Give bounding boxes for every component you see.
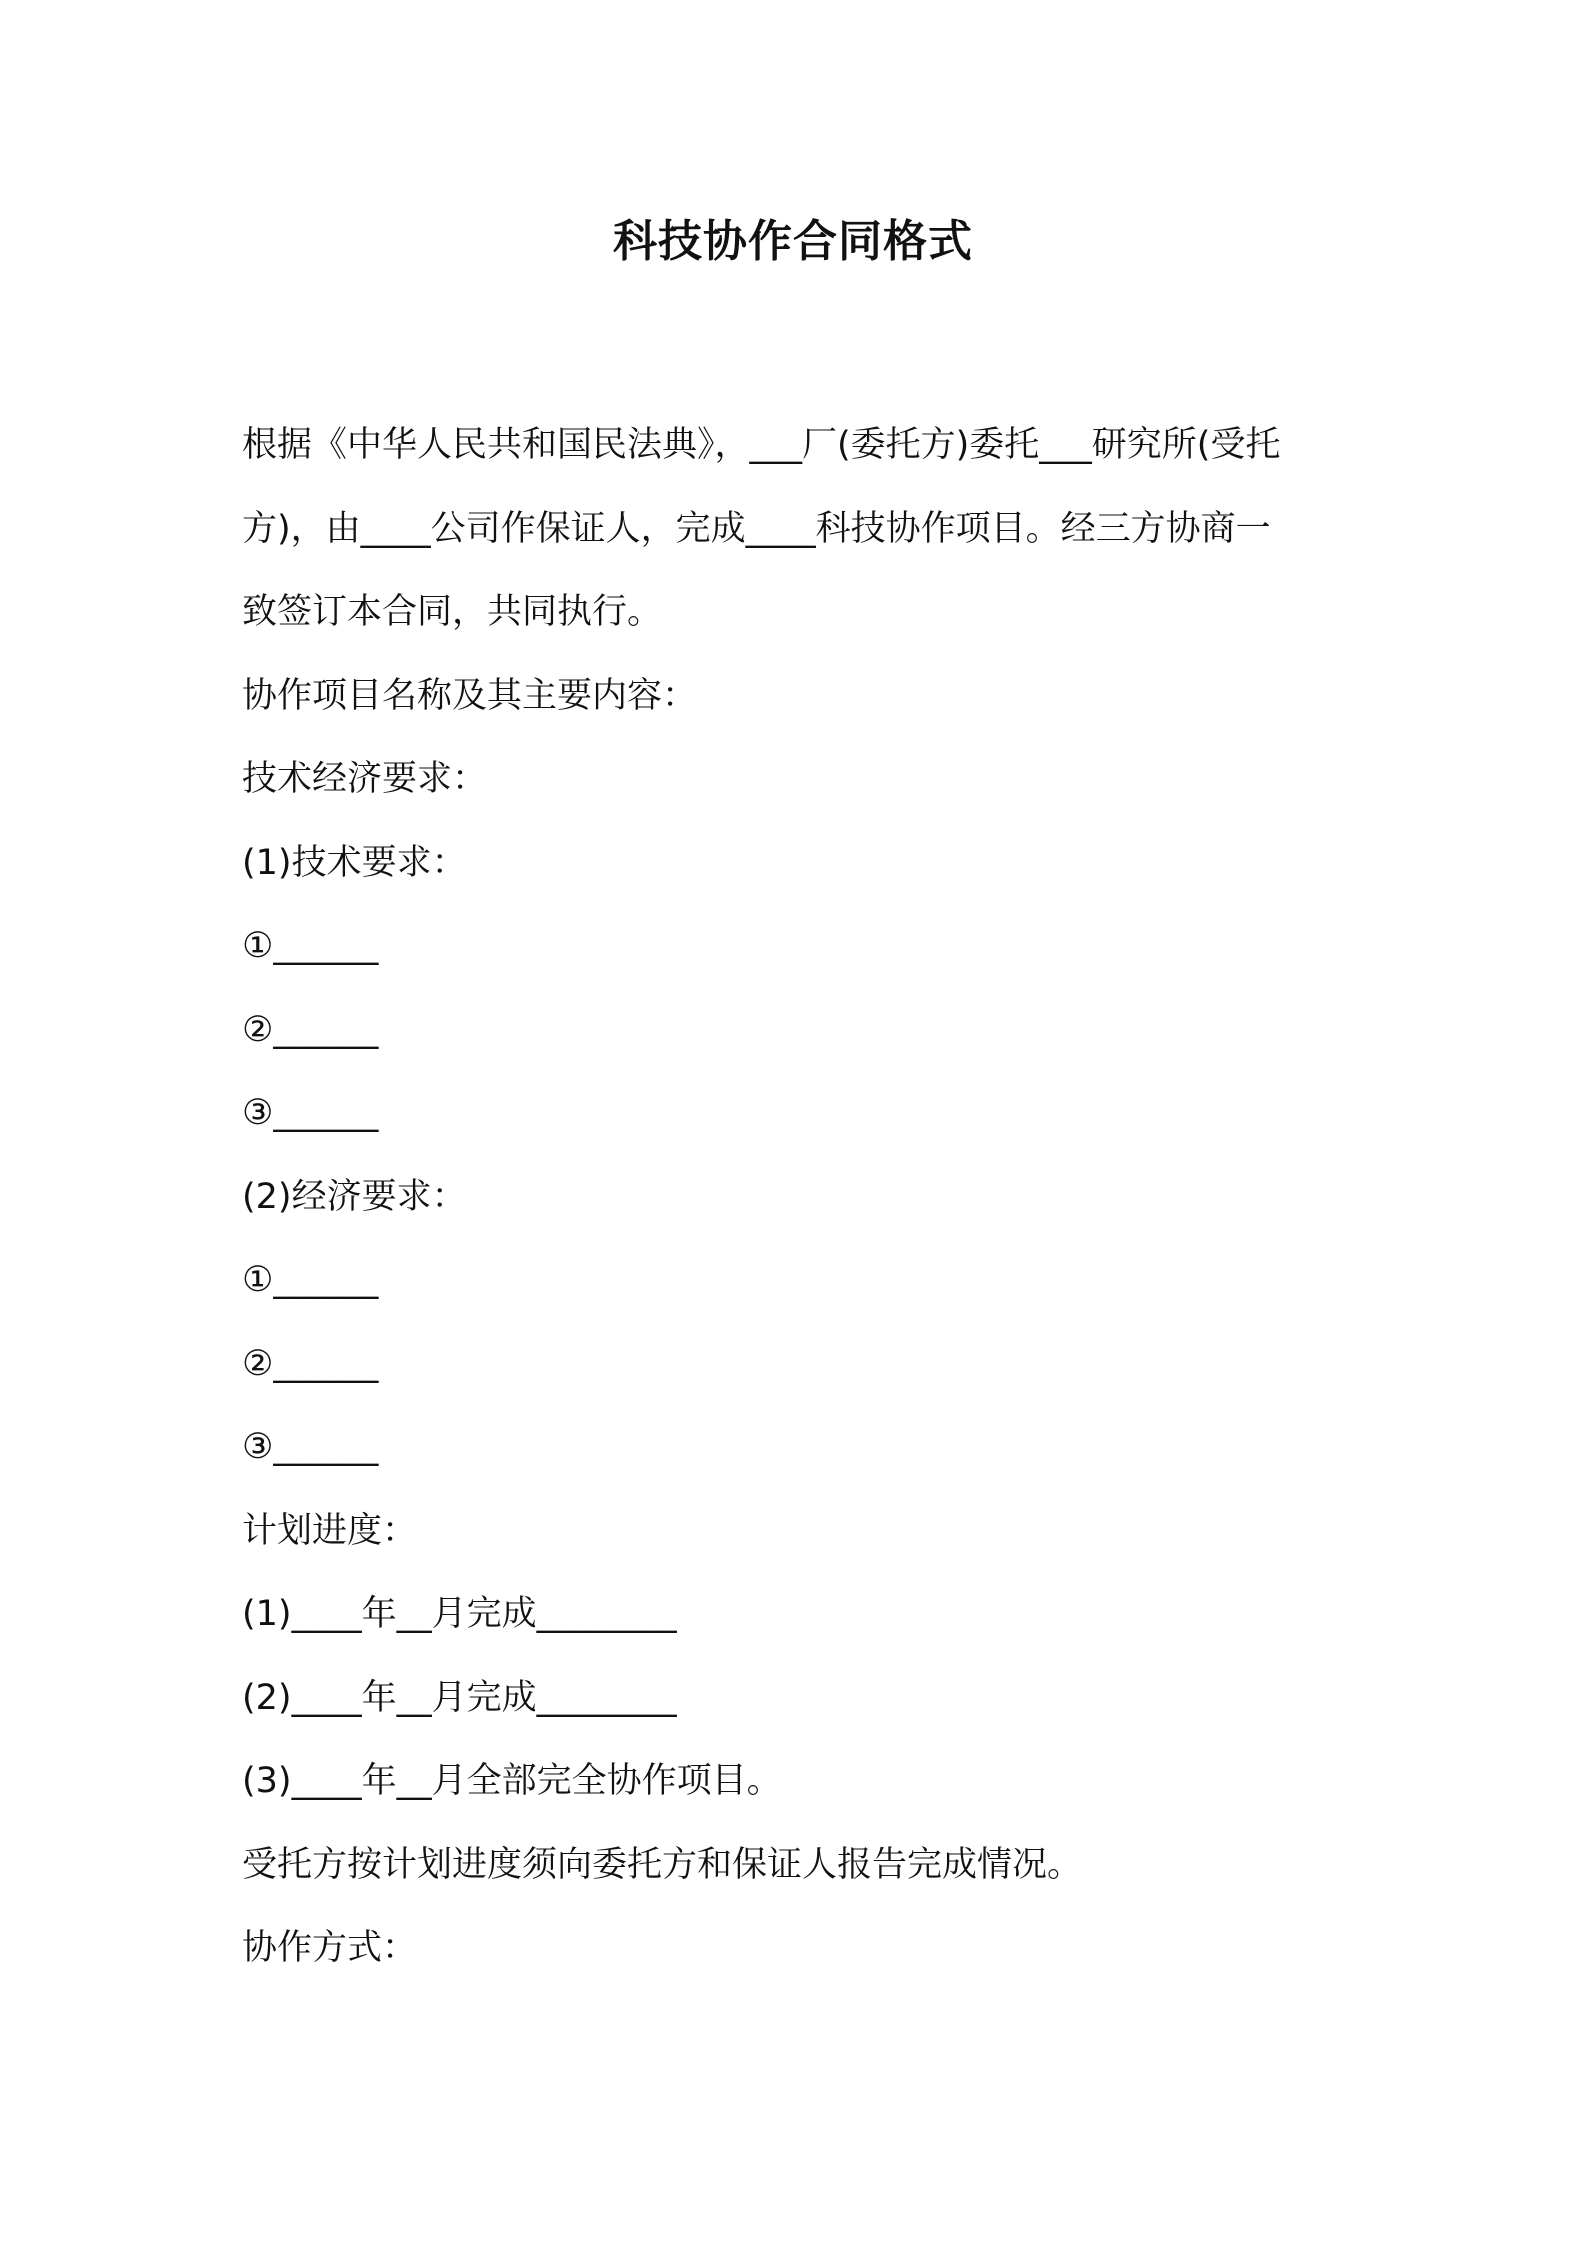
paragraph-intro-line-2: 方)，由____公司作保证人，完成____科技协作项目。经三方协商一 xyxy=(242,508,1271,549)
subsection-economic-requirements: (2)经济要求： xyxy=(242,1176,467,1217)
paragraph-intro-line-1: 根据《中华人民共和国民法典》，___厂(委托方)委托___研究所(受托 xyxy=(242,425,1281,465)
section-tech-economic-requirements: 技术经济要求： xyxy=(242,759,488,799)
schedule-item-2: (2)____年__月完成________ xyxy=(242,1677,677,1718)
technical-item-1: ①______ xyxy=(242,926,379,966)
economic-item-2: ②______ xyxy=(242,1343,379,1384)
schedule-item-1: (1)____年__月完成________ xyxy=(242,1594,677,1634)
technical-item-2: ②______ xyxy=(242,1009,379,1050)
section-cooperation-method: 协作方式： xyxy=(242,1928,418,1968)
economic-item-1: ①______ xyxy=(242,1260,379,1300)
document-body xyxy=(242,404,1362,1991)
schedule-item-3: (3)____年__月全部完全协作项目。 xyxy=(242,1761,782,1801)
schedule-report-note: 受托方按计划进度须向委托方和保证人报告完成情况。 xyxy=(242,1844,1083,1885)
technical-item-3: ③______ xyxy=(242,1093,379,1133)
paragraph-intro-line-3: 致签订本合同，共同执行。 xyxy=(242,592,663,632)
section-schedule: 计划进度： xyxy=(242,1510,418,1551)
document-title: 科技协作合同格式 xyxy=(613,216,973,267)
section-project-content: 协作项目名称及其主要内容： xyxy=(242,675,698,716)
economic-item-3: ③______ xyxy=(242,1427,379,1467)
subsection-technical-requirements: (1)技术要求： xyxy=(242,842,467,883)
